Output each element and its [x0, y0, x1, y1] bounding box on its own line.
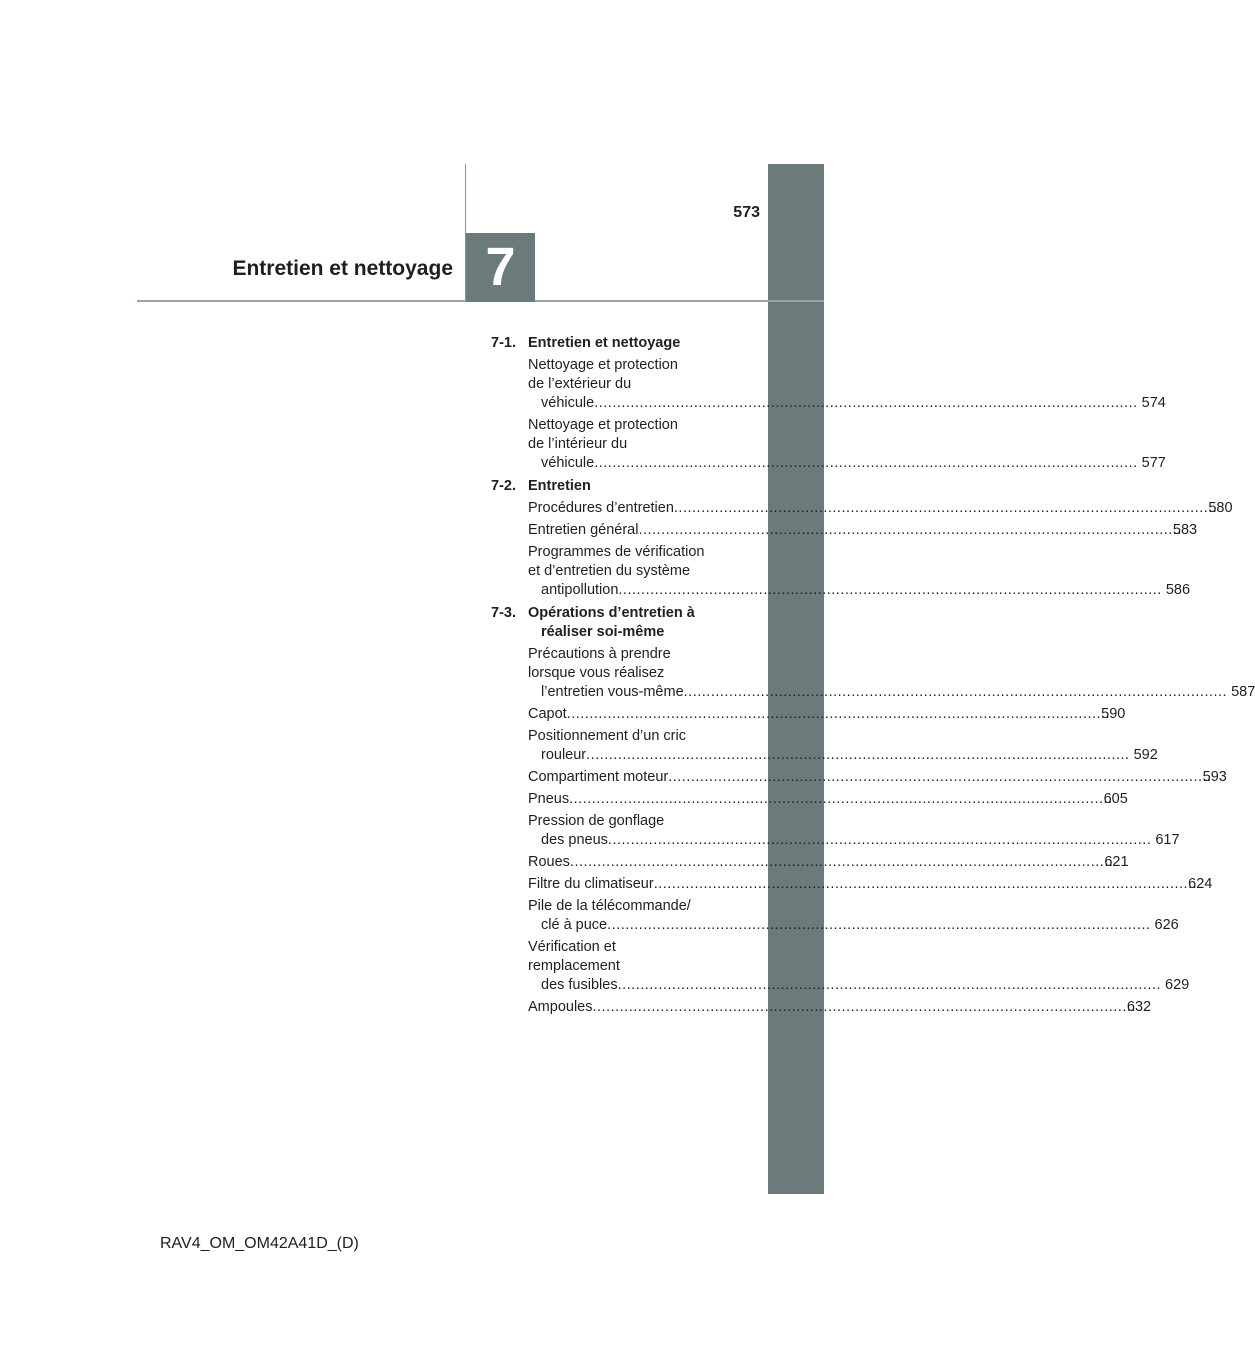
toc-entry-text-line: Capot	[528, 706, 567, 722]
toc-leader-dots	[608, 831, 1151, 850]
chapter-title: Entretien et nettoyage	[232, 257, 453, 280]
toc-entry[interactable]	[528, 998, 1152, 1017]
chapter-number-box: 7	[466, 233, 535, 302]
toc-page-number: 605	[1103, 791, 1128, 807]
toc-section-number: 7-1.	[491, 335, 516, 351]
toc-leader-dots	[569, 790, 1112, 809]
toc-page-number: 583	[1172, 522, 1198, 538]
toc-leader-dots	[607, 916, 1150, 935]
toc-leader-dots	[594, 454, 1137, 473]
toc-entry[interactable]	[528, 768, 1227, 787]
toc-leader-dots	[570, 853, 1113, 872]
toc-entry-text-line: Filtre du climatiseur	[528, 876, 654, 892]
toc-entry-text-line: Roues	[528, 854, 570, 870]
toc-entry-text-line: de l’extérieur du	[528, 376, 632, 392]
toc-leader-dots	[674, 499, 1217, 518]
toc-entry-text-line: de l’intérieur du	[528, 436, 628, 452]
toc-entry-text-line: Vérification et	[528, 939, 616, 955]
toc-section-heading[interactable]	[491, 477, 739, 496]
toc-entry-text-line: Nettoyage et protection	[528, 357, 678, 373]
toc-section-title-line: Opérations d’entretien à	[528, 605, 695, 621]
toc-entry-text-line: Positionnement d’un cric	[528, 728, 686, 744]
toc-page-number: 577	[1141, 455, 1166, 471]
toc-leader-dots	[668, 768, 1211, 787]
toc-section	[491, 334, 1166, 473]
toc-page-number: 586	[1165, 582, 1191, 598]
toc-page-number: 574	[1141, 395, 1166, 411]
toc-section-number: 7-3.	[491, 605, 516, 621]
toc-entry[interactable]	[528, 897, 1179, 935]
table-of-contents	[491, 334, 1255, 1021]
toc-leader-dots	[618, 581, 1161, 600]
toc-page-number: 587	[1231, 684, 1255, 700]
toc-section-number: 7-2.	[491, 478, 516, 494]
toc-entry-text-line: des fusibles	[541, 977, 618, 993]
toc-section-title-line: Entretien et nettoyage	[528, 335, 681, 351]
toc-entry-text-line: des pneus	[541, 832, 608, 848]
toc-page-number: 632	[1126, 999, 1152, 1015]
toc-page-number: 629	[1165, 977, 1190, 993]
toc-entry[interactable]	[528, 645, 1255, 702]
toc-entry[interactable]	[528, 416, 1166, 473]
toc-entry-text-line: rouleur	[541, 747, 587, 763]
toc-entry-text-line: Programmes de vérification	[528, 544, 705, 560]
toc-leader-dots	[618, 976, 1161, 995]
toc-entry[interactable]	[528, 812, 1180, 850]
toc-entry-text-line: clé à puce	[541, 917, 608, 933]
toc-section-title-line: réaliser soi-même	[541, 624, 665, 640]
toc-entry-text-line: antipollution	[541, 582, 619, 598]
toc-page-number: 626	[1154, 917, 1179, 933]
toc-entry-text-line: Pile de la télécommande/	[528, 898, 691, 914]
toc-entry[interactable]	[528, 790, 1128, 809]
toc-entry[interactable]	[528, 499, 1233, 518]
toc-page-number: 621	[1104, 854, 1129, 870]
toc-section-title-line: Entretien	[528, 478, 591, 494]
toc-leader-dots	[638, 521, 1181, 540]
toc-section-heading[interactable]	[491, 334, 739, 353]
toc-entry-text-line: véhicule	[541, 455, 595, 471]
toc-page-number: 624	[1188, 876, 1213, 892]
toc-entry-text-line: et d’entretien du système	[528, 563, 691, 579]
toc-leader-dots	[684, 683, 1227, 702]
toc-entry[interactable]	[528, 356, 1166, 413]
page-number: 573	[733, 204, 760, 221]
toc-page-number: 580	[1208, 500, 1233, 516]
toc-entry[interactable]	[528, 521, 1198, 540]
toc-entry-text-line: lorsque vous réalisez	[528, 665, 665, 681]
toc-entry-text-line: Précautions à prendre	[528, 646, 671, 662]
chapter-side-tab	[768, 164, 824, 1194]
toc-entry[interactable]	[528, 875, 1213, 894]
toc-entry[interactable]	[528, 705, 1126, 724]
toc-entry-text-line: remplacement	[528, 958, 620, 974]
toc-entry[interactable]	[528, 727, 1158, 765]
toc-page-number: 617	[1155, 832, 1180, 848]
toc-section	[491, 604, 1255, 1017]
toc-leader-dots	[654, 875, 1197, 894]
toc-section	[491, 477, 1233, 600]
toc-page-number: 590	[1101, 706, 1126, 722]
toc-section-heading[interactable]	[491, 604, 739, 642]
toc-entry-text-line: Ampoules	[528, 999, 593, 1015]
toc-entry-text-line: Pression de gonflage	[528, 813, 665, 829]
toc-leader-dots	[586, 746, 1129, 765]
toc-page-number: 593	[1202, 769, 1227, 785]
toc-entry-text-line: Procédures d’entretien	[528, 500, 674, 516]
toc-entry[interactable]	[528, 853, 1129, 872]
toc-leader-dots	[592, 998, 1135, 1017]
toc-entry[interactable]	[528, 938, 1190, 995]
toc-entry-text-line: Entretien général	[528, 522, 639, 538]
toc-entry-text-line: Compartiment moteur	[528, 769, 669, 785]
toc-entry-text-line: Pneus	[528, 791, 570, 807]
toc-page-number: 592	[1133, 747, 1158, 763]
document-code: RAV4_OM_OM42A41D_(D)	[160, 1235, 359, 1252]
toc-leader-dots	[567, 705, 1110, 724]
toc-entry-text-line: Nettoyage et protection	[528, 417, 678, 433]
toc-entry-text-line: l’entretien vous-même	[541, 684, 684, 700]
toc-leader-dots	[594, 394, 1137, 413]
toc-entry[interactable]	[528, 543, 1191, 600]
toc-entry-text-line: véhicule	[541, 395, 595, 411]
